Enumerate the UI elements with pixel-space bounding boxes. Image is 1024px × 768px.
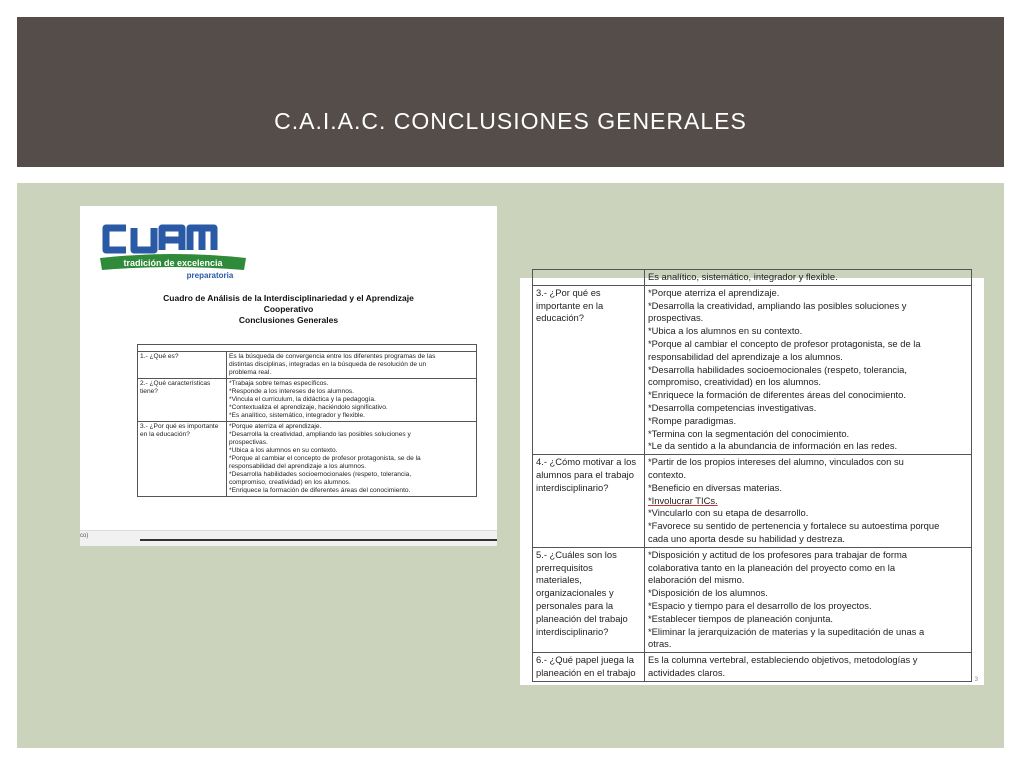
answer-line: *Desarrolla la creatividad, ampliando las posibles soluciones y: [229, 431, 411, 438]
question-line: personales para la: [536, 599, 614, 611]
answer-line: actividades claros.: [648, 666, 726, 678]
answer-line: *Involucrar TICs.: [648, 494, 718, 506]
answer-cell: [645, 285, 972, 454]
document-image-right: [520, 271, 984, 685]
answer-cell: [227, 422, 477, 497]
answer-line: *Partir de los propios intereses del alumno, vinculados con su: [648, 456, 904, 468]
answer-line: *Ubica a los alumnos en su contexto.: [648, 325, 803, 337]
answer-line: contexto.: [648, 468, 687, 480]
question-cell: [533, 270, 645, 286]
logo-subtitle: preparatoria: [186, 271, 234, 280]
answer-line: Es la columna vertebral, estableciendo objetivos, metodologías y: [648, 654, 918, 666]
answer-line: *Porque al cambiar el concepto de profesor protagonista, se de la: [229, 455, 421, 462]
answer-cell: [645, 455, 972, 548]
question-line: 6.- ¿Qué papel juega la: [536, 654, 634, 666]
slide-title: C.A.I.A.C. CONCLUSIONES GENERALES: [274, 108, 747, 134]
answer-line: *Espacio y tiempo para el desarrollo de los proyectos.: [648, 599, 872, 611]
answer-line: Es analítico, sistemático, integrador y flexible.: [648, 271, 838, 282]
table-row: [138, 379, 477, 422]
answer-line: colaborativa tanto en la planeación del proyecto como en la: [648, 561, 896, 573]
document-bottom-strip: [80, 530, 497, 546]
table-row: [138, 352, 477, 379]
question-line: alumnos para el trabajo: [536, 468, 634, 480]
question-cell: [533, 653, 645, 682]
table-row: [138, 422, 477, 497]
table-row: [533, 455, 972, 548]
analysis-table-small: [137, 344, 477, 497]
answer-line: *Contextualiza el aprendizaje, haciéndolo significativo.: [229, 404, 388, 411]
answer-line: responsabilidad del aprendizaje a los alumnos.: [229, 463, 367, 470]
question-line: materiales,: [536, 574, 582, 586]
question-line: interdisciplinario?: [536, 625, 609, 637]
document-bottom-tag: co): [80, 533, 89, 539]
question-cell: 1.- ¿Qué es?: [138, 352, 227, 379]
answer-line: *Eliminar la jerarquización de materias y la supeditación de unas a: [648, 625, 925, 637]
heading-line: Cuadro de Análisis de la Interdisciplinariedad y el Aprendizaje: [163, 293, 414, 303]
question-cell: 2.- ¿Qué características tiene?: [138, 379, 227, 422]
logo-tagline: tradición de excelencia: [123, 258, 223, 268]
question-line: interdisciplinario?: [536, 481, 609, 493]
question-line: planeación del trabajo: [536, 612, 628, 624]
answer-line: compromiso, creatividad) en los alumnos.: [648, 376, 821, 388]
table-row: [533, 270, 972, 286]
cuam-logo: [98, 220, 248, 280]
answer-line: *Desarrolla habilidades socioemocionales (respeto, tolerancia,: [648, 363, 907, 375]
question-line: 4.- ¿Cómo motivar a los: [536, 456, 637, 468]
answer-line: problema real.: [229, 369, 272, 376]
answer-line: prospectivas.: [648, 312, 704, 324]
answer-line: *Beneficio en diversas materias.: [648, 481, 782, 493]
table-row: [533, 653, 972, 682]
answer-cell: [227, 379, 477, 422]
answer-line: *Ubica a los alumnos en su contexto.: [229, 447, 338, 454]
page-number: 3: [974, 677, 978, 683]
answer-line: *Desarrolla la creatividad, ampliando las posibles soluciones y: [648, 299, 907, 311]
answer-line: *Desarrolla competencias investigativas.: [648, 401, 817, 413]
document-image-left: [80, 206, 497, 545]
answer-line: *Porque aterriza el aprendizaje.: [229, 423, 322, 430]
question-line: organizacionales y: [536, 587, 614, 599]
answer-cell: [227, 352, 477, 379]
question-line: educación?: [536, 312, 584, 324]
answer-line: *Enriquece la formación de diferentes áreas del conocimiento.: [229, 487, 411, 494]
answer-line: *Termina con la segmentación del conocimiento.: [648, 427, 850, 439]
table-row: [533, 285, 972, 454]
answer-line: Es la búsqueda de convergencia entre los diferentes programas de las: [229, 353, 436, 360]
document-heading: [80, 293, 497, 326]
answer-line: *Porque al cambiar el concepto de profesor protagonista, se de la: [648, 337, 921, 349]
heading-line: Cooperativo: [263, 304, 314, 314]
answer-line: elaboración del mismo.: [648, 574, 745, 586]
answer-line: distintas disciplinas, integradas en la búsqueda de resolución de un: [229, 361, 427, 368]
answer-line: *Rompe paradigmas.: [648, 414, 737, 426]
answer-line: *Le da sentido a la abundancia de información en las redes.: [648, 440, 898, 452]
question-cell: 3.- ¿Por qué es importante en la educación?: [138, 422, 227, 497]
answer-cell: [645, 547, 972, 652]
answer-line: *Vincula el curriculum, la didáctica y la pedagogía.: [229, 396, 376, 403]
answer-cell: [645, 653, 972, 682]
answer-line: *Favorece su sentido de pertenencia y fortalece su autoestima porque: [648, 520, 940, 532]
question-line: 3.- ¿Por qué es: [536, 286, 601, 298]
answer-line: responsabilidad del aprendizaje a los alumnos.: [648, 350, 843, 362]
answer-line: *Es analítico, sistemático, integrador y flexible.: [229, 412, 365, 419]
question-cell: [533, 285, 645, 454]
answer-cell: [645, 270, 972, 286]
document-bottom-rule: [140, 539, 497, 541]
title-bar: [17, 17, 1004, 167]
question-cell: [533, 455, 645, 548]
answer-line: *Disposición y actitud de los profesores para trabajar de forma: [648, 548, 907, 560]
question-line: prerrequisitos: [536, 561, 593, 573]
answer-line: prospectivas.: [229, 439, 268, 446]
answer-line: *Vincularlo con su etapa de desarrollo.: [648, 507, 809, 519]
answer-line: *Porque aterriza el aprendizaje.: [648, 286, 780, 298]
question-line: importante en la: [536, 299, 604, 311]
analysis-table-large: [532, 269, 972, 682]
answer-line: compromiso, creatividad) en los alumnos.: [229, 479, 351, 486]
answer-line: *Establecer tiempos de planeación conjunta.: [648, 612, 834, 624]
answer-line: otras.: [648, 638, 672, 650]
heading-line: Conclusiones Generales: [238, 315, 339, 325]
table-row: [138, 345, 477, 352]
question-cell: [533, 547, 645, 652]
answer-line: *Desarrolla habilidades socioemocionales (respeto, tolerancia,: [229, 471, 412, 478]
answer-line: *Disposición de los alumnos.: [648, 587, 768, 599]
question-line: 5.- ¿Cuáles son los: [536, 548, 617, 560]
question-line: planeación en el trabajo: [536, 666, 636, 678]
table-row: [533, 547, 972, 652]
answer-line: cada uno aporta desde su habilidad y destreza.: [648, 532, 846, 544]
answer-line: *Trabaja sobre temas específicos.: [229, 380, 329, 387]
answer-line: *Responde a los intereses de los alumnos.: [229, 388, 354, 395]
answer-line: *Enriquece la formación de diferentes áreas del conocimiento.: [648, 389, 906, 401]
